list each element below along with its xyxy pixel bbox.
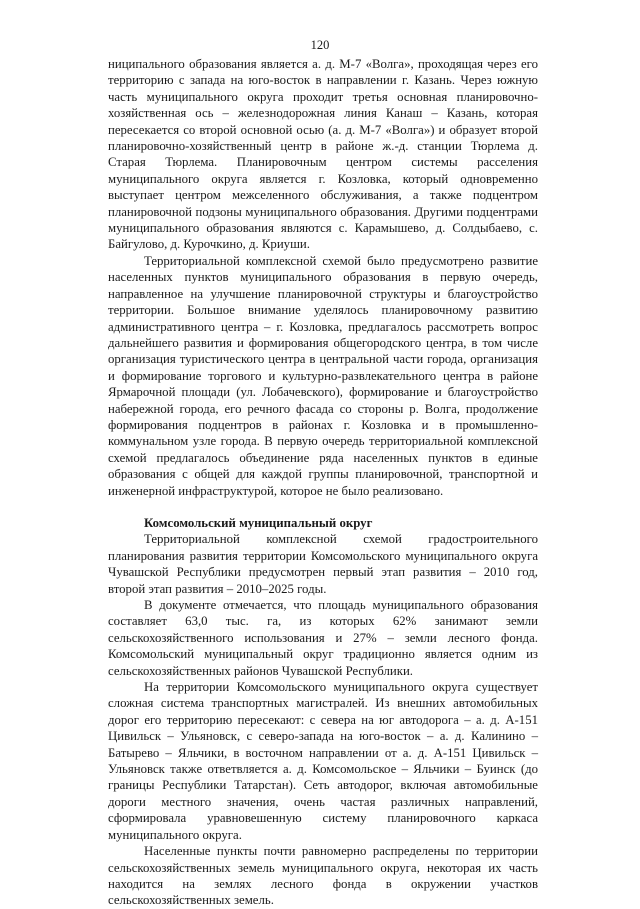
paragraph: Территориальной комплексной схемой было предусмотрено развитие населенных пунктов муниципального образования в первую очередь, направленное на улучшение планировочной структуры и благоустройство территории. Большое внимание уделялось планировочному развитию административного центра – г. Козловка, предлагалось рассмотреть вопрос дальнейшего развития и формирования общегородского центра, в том числе организация туристического центра в центральной части города, организация и формирование торгового и культурно-развлекательного центра в районе Ярмарочной площади (ул. Лобачевского), формирование и благоустройство набережной города, его речного фасада со стороны р. Волга, продолжение формирования подцентров в районах г. Козловка и в промышленно-коммунальном узле города. В первую очередь территориальной комплексной схемой предлагалось объединение ряда населенных пунктов в единые образования с общей для каждой группы планировочной, транспортной и инженерной инфраструктурой, которое не было реализовано.: [108, 253, 538, 498]
paragraph: Территориальной комплексной схемой градостроительного планирования развития территории Комсомольского муниципального округа Чувашской Республики предусмотрен первый этап развития – 2010 год, второй этап развития – 2010–2025 годы.: [108, 532, 538, 596]
body-text: [108, 56, 538, 909]
paragraph: В документе отмечается, что площадь муниципального образования составляет 63,0 тыс. га, из которых 62% занимают земли сельскохозяйственного использования и 27% – земли лесного фонда. Комсомольский муниципальный округ традиционно является одним из сельскохозяйственных районов Чувашской Республики.: [108, 598, 538, 678]
paragraph: ниципального образования является а. д. М-7 «Волга», проходящая через его территорию с запада на юго-восток в направлении г. Казань. Через южную часть муниципального округа проходит третья основная планировочно-хозяйственная ось – железнодорожная линия Канаш – Казань, которая пересекается со второй основной осью (а. д. М-7 «Волга») и образует второй планировочно-хозяйственный центр в районе ж.-д. станции Тюрлема д. Старая Тюрлема. Планировочным центром системы расселения муниципального округа является г. Козловка, который одновременно выступает центром межселенного обслуживания, а также подцентром планировочной подзоны муниципального образования. Другими подцентрами муниципального образования являются с. Карамышево, д. Солдыбаево, с. Байгулово, д. Курочкино, д. Криуши.: [108, 57, 538, 252]
paragraph: Населенные пункты почти равномерно распределены по территории сельскохозяйственных земель муниципального округа, некоторая их часть находится на землях лесного фонда в окружении участков сельскохозяйственных земель.: [108, 844, 538, 908]
page-number: 120: [310, 38, 330, 52]
paragraph: На территории Комсомольского муниципального округа существует сложная система транспортных магистралей. Из внешних автомобильных дорог его территорию пересекают: с севера на юг автодорога – а. д. А-151 Цивильск – Ульяновск, с северо-запада на юго-восток – а. д. Калинино – Батырево – Яльчики, в восточном направлении от а. д. А-151 Цивильск – Ульяновск также ответвляется а. д. Комсомольское – Яльчики – Буинск (до границы Республики Татарстан). Сеть автодорог, включая автомобильные дороги местного значения, очень частая различных направлений, сформировала уравновешенную систему планировочного каркаса муниципального округа.: [108, 680, 538, 842]
section-heading: Комсомольский муниципальный округ: [144, 515, 373, 530]
